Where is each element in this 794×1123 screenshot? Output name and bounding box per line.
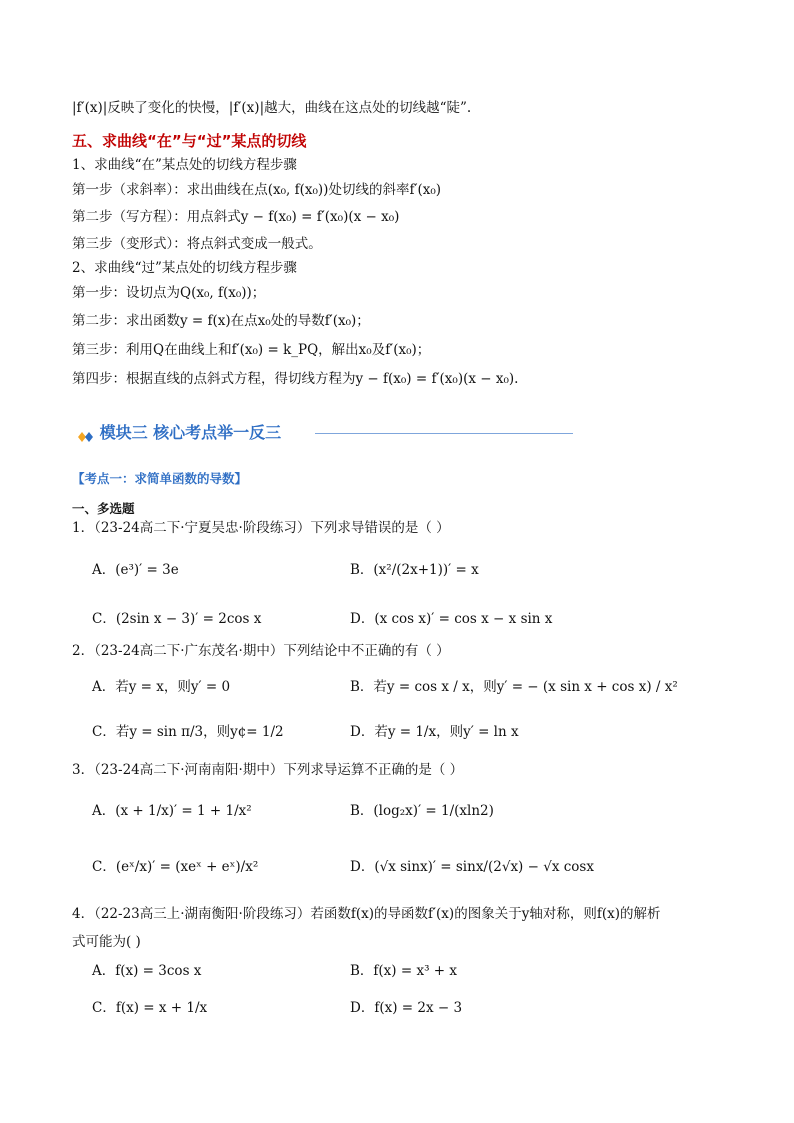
p2-text: 第二步：求出函数y = f(x)在点x₀处的导数f′(x₀)； (72, 313, 370, 329)
q4-stem-continued: 式可能为( ) (72, 934, 141, 950)
q1-stem: 1．（23-24高二下·宁夏吴忠·阶段练习）下列求导错误的是（ ） (72, 520, 450, 536)
section-sub1: 1、求曲线“在”某点处的切线方程步骤 (72, 157, 297, 173)
section-heading: 五、求曲线“在”与“过”某点的切线 (72, 132, 307, 150)
q1-option-c: C．(2sin x − 3)′ = 2cos x (92, 611, 262, 627)
p3-text: 第三步：利用Q在曲线上和f′(x₀) = k_PQ，解出x₀及f′(x₀)； (72, 342, 431, 358)
q3-option-a: A．(x + 1/x)′ = 1 + 1/x² (92, 803, 252, 819)
q2-stem: 2．（23-24高二下·广东茂名·期中）下列结论中不正确的有（ ） (72, 643, 450, 659)
q1-option-d: D．(x cos x)′ = cos x − x sin x (350, 611, 553, 627)
q2-option-b: B．若y = cos x / x，则y′ = − (x sin x + cos x) / x² (350, 679, 678, 695)
q4-option-d: D．f(x) = 2x − 3 (350, 1000, 463, 1016)
p1-text: 第一步：设切点为Q(x₀, f(x₀))； (72, 285, 266, 301)
q3-stem: 3．（23-24高二下·河南南阳·期中）下列求导运算不正确的是（ ） (72, 762, 464, 778)
q1-option-b: B．(x²/(2x+1))′ = x (350, 562, 479, 578)
intro-line (72, 98, 471, 118)
q1-option-a: A．(e³)′ = 3e (92, 562, 179, 578)
section-sub2: 2、求曲线“过”某点处的切线方程步骤 (72, 260, 297, 276)
step1-text: 第一步（求斜率）：求出曲线在点(x₀, f(x₀))处切线的斜率f′(x₀) (72, 182, 442, 198)
module-title: 模块三 核心考点举一反三 (99, 423, 282, 442)
step2-text: 第二步（写方程）：用点斜式y − f(x₀) = f′(x₀)(x − x₀) (72, 209, 400, 225)
part-title: 一、多选题 (72, 501, 135, 516)
intro-text: |f′(x)|反映了变化的快慢，|f′(x)|越大，曲线在这点处的切线越“陡”. (72, 100, 472, 116)
q4-stem: 4．（22-23高三上·湖南衡阳·阶段练习）若函数f(x)的导函数f′(x)的图象关于y轴对称，则f(x)的解析 (72, 906, 661, 922)
module-divider (315, 433, 573, 434)
q2-option-c: C．若y = sin π/3，则y¢= 1/2 (92, 724, 284, 740)
q2-option-d: D．若y = 1/x，则y′ = ln x (350, 724, 519, 740)
q3-option-b: B．(log₂x)′ = 1/(xln2) (350, 803, 494, 819)
kaodian-title: 【考点一：求简单函数的导数】 (72, 471, 248, 486)
module-title-row (78, 423, 281, 443)
double-diamond-icon (78, 428, 94, 440)
step3-text: 第三步（变形式）：将点斜式变成一般式。 (72, 236, 322, 252)
q3-option-c: C．(eˣ/x)′ = (xeˣ + eˣ)/x² (92, 859, 259, 875)
q2-option-a: A．若y = x，则y′ = 0 (92, 679, 231, 695)
q4-option-a: A．f(x) = 3cos x (92, 963, 202, 979)
q4-option-c: C．f(x) = x + 1/x (92, 1000, 208, 1016)
p4-text: 第四步：根据直线的点斜式方程，得切线方程为y − f(x₀) = f′(x₀)(x − x₀). (72, 371, 519, 387)
q3-option-d: D．(√x sinx)′ = sinx/(2√x) − √x cosx (350, 859, 594, 875)
q4-option-b: B．f(x) = x³ + x (350, 963, 457, 979)
